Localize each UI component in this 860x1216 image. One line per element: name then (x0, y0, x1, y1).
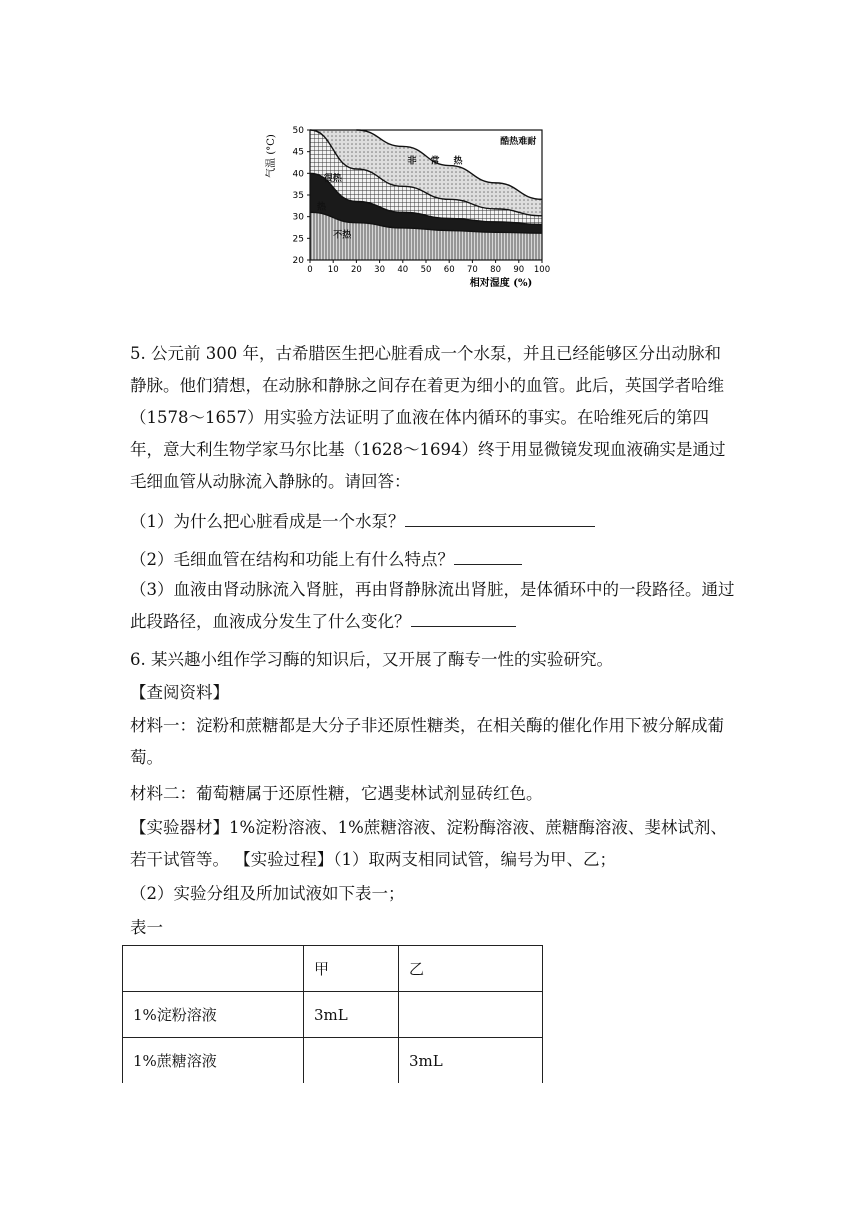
question-5-intro: 5. 公元前 300 年，古希腊医生把心脏看成一个水泵，并且已经能够区分出动脉和静脉。他们猜想，在动脉和静脉之间存在着更为细小的血管。此后，英国学者哈维（1578～1657）用实验方法证明了血液在体内循环的事实。在哈维死后的第四年，意大利生物学家马尔比基（1628～1694）终于用显微镜发现血液确实是通过毛细血管从动脉流入静脉的。请回答： (130, 344, 726, 491)
question-5-sub-2-text: （2）毛细血管在结构和功能上有什么特点？ (130, 550, 454, 569)
table-row (123, 992, 543, 1038)
x-tick-label: 100 (533, 265, 551, 275)
y-tick-label: 25 (292, 234, 304, 245)
x-tick-label: 10 (327, 265, 339, 275)
table-cell (399, 992, 543, 1038)
y-tick-label: 20 (292, 256, 304, 266)
y-tick-label: 50 (292, 126, 304, 136)
table-header-cell: 乙 (399, 946, 543, 992)
region-label: 酷热难耐 (500, 136, 537, 147)
answer-blank[interactable] (405, 508, 595, 527)
material-two: 材料二：葡萄糖属于还原性糖，它遇斐林试剂显砖红色。 (130, 784, 543, 803)
temperature-humidity-chart (262, 118, 562, 298)
table-cell: 3mL (399, 1038, 543, 1084)
answer-blank[interactable] (411, 608, 516, 627)
table-caption: 表一 (130, 918, 163, 937)
y-axis-label: 气温 (°C) (266, 134, 277, 178)
question-5-sub-2 (130, 544, 736, 576)
table-row (123, 1038, 543, 1084)
region-label: 很热 (323, 174, 342, 185)
y-tick-label: 30 (292, 212, 304, 223)
x-tick-label: 20 (350, 265, 362, 275)
table-cell: 1%蔗糖溶液 (123, 1038, 304, 1084)
x-axis-label: 相对湿度 (%) (469, 278, 533, 289)
x-tick-label: 40 (397, 265, 409, 275)
region-label: 非常热 (407, 156, 477, 167)
question-5-sub-3-text: （3）血液由肾动脉流入肾脏，再由肾静脉流出肾脏，是体循环中的一段路径。通过此段路径，血液成分发生了什么变化？ (130, 580, 735, 631)
equipment-and-process: 【实验器材】1%淀粉溶液、1%蔗糖溶液、淀粉酶溶液、蔗糖酶溶液、斐林试剂、若干试管等。 【实验过程】（1）取两支相同试管，编号为甲、乙； (130, 818, 727, 869)
y-tick-label: 45 (292, 147, 304, 158)
x-tick-label: 90 (513, 265, 525, 275)
region-label: 热 (316, 202, 326, 213)
x-tick-label: 80 (490, 265, 502, 275)
table-cell: 1%淀粉溶液 (123, 992, 304, 1038)
material-one: 材料一：淀粉和蔗糖都是大分子非还原性糖类，在相关酶的催化作用下被分解成葡萄。 (130, 716, 724, 767)
process-step-2: （2）实验分组及所加试液如下表一； (130, 884, 405, 903)
x-tick-label: 60 (443, 265, 455, 275)
table-cell (304, 1038, 399, 1084)
table-header-cell (123, 946, 304, 992)
x-tick-label: 50 (420, 265, 432, 275)
question-5-sub-1-text: （1）为什么把心脏看成是一个水泵？ (130, 512, 405, 531)
y-tick-label: 40 (292, 169, 304, 180)
experiment-table (122, 945, 543, 1083)
question-5-sub-1 (130, 506, 736, 538)
reference-heading: 【查阅资料】 (130, 683, 229, 702)
answer-blank[interactable] (454, 546, 522, 565)
question-6-intro: 6. 某兴趣小组作学习酶的知识后，又开展了酶专一性的实验研究。 (130, 650, 613, 669)
table-header-row (123, 946, 543, 992)
table-cell: 3mL (304, 992, 399, 1038)
table-header-cell: 甲 (304, 946, 399, 992)
y-tick-label: 35 (292, 191, 304, 201)
x-tick-label: 30 (374, 265, 386, 275)
region-label: 不热 (333, 230, 352, 241)
question-5-sub-3 (130, 574, 736, 638)
x-tick-label: 0 (307, 265, 313, 275)
x-tick-label: 70 (466, 265, 478, 275)
